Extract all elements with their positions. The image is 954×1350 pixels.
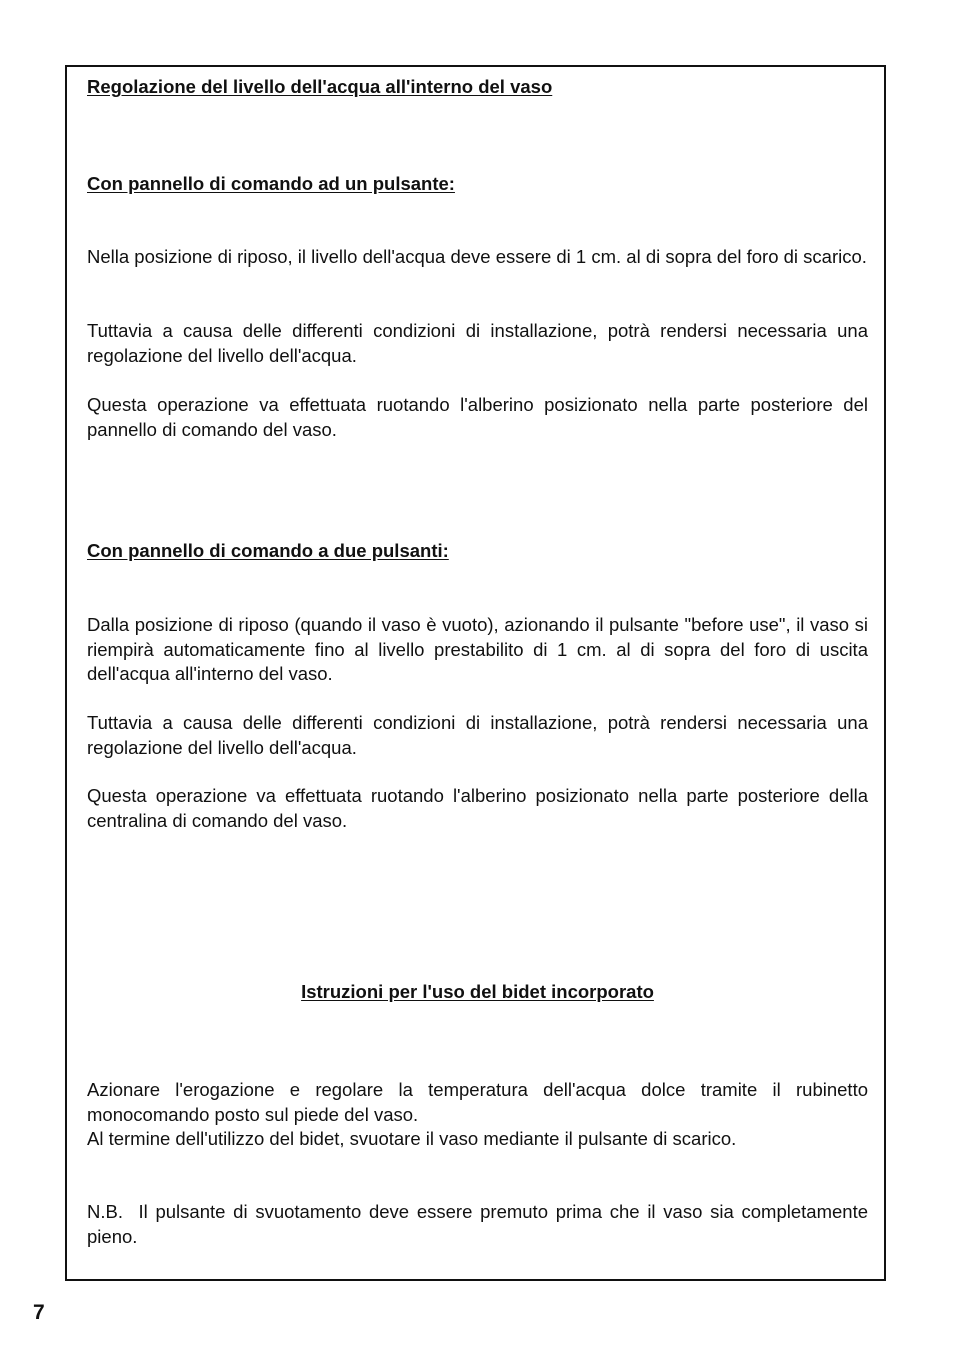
- paragraph-note: N.B. Il pulsante di svuotamento deve essere premuto prima che il vaso sia completamente pieno.: [87, 1201, 874, 1247]
- paragraph-before-use: Dalla posizione di riposo (quando il vaso è vuoto), azionando il pulsante "before use", il vaso si riempirà automaticamente fino al livello prestabilito di 1 cm. al di sopra del foro di uscita dell'acqua all'interno del vaso.: [87, 614, 868, 684]
- content-frame: [65, 65, 886, 1281]
- section-title-two-buttons: Con pannello di comando a due pulsanti:: [87, 540, 449, 561]
- section-title-bidet-instructions: Istruzioni per l'uso del bidet incorporato: [301, 981, 654, 1002]
- paragraph-bidet-usage: [87, 1078, 868, 1152]
- section-title-one-button: Con pannello di comando ad un pulsante:: [87, 173, 455, 194]
- paragraph-installation-conditions-2: Tuttavia a causa delle differenti condizioni di installazione, potrà rendersi necessaria una regolazione del livello dell'acqua.: [87, 712, 868, 758]
- paragraph-adjust-shaft-1: Questa operazione va effettuata ruotando l'alberino posizionato nella parte posteriore del pannello di comando del vaso.: [87, 394, 868, 440]
- paragraph-adjust-shaft-2: Questa operazione va effettuata ruotando l'alberino posizionato nella parte posteriore della centralina di comando del vaso.: [87, 785, 868, 831]
- bidet-usage-line-1: Azionare l'erogazione e regolare la temperatura dell'acqua dolce tramite il rubinetto monocomando posto sul piede del vaso.: [87, 1079, 868, 1125]
- section-title-water-level: Regolazione del livello dell'acqua all'interno del vaso: [87, 76, 553, 97]
- page-number: 7: [33, 1301, 45, 1324]
- paragraph-installation-conditions-1: Tuttavia a causa delle differenti condizioni di installazione, potrà rendersi necessaria una regolazione del livello dell'acqua.: [87, 320, 868, 366]
- paragraph-rest-level: Nella posizione di riposo, il livello dell'acqua deve essere di 1 cm. al di sopra del foro di scarico.: [87, 246, 867, 267]
- bidet-usage-line-2: Al termine dell'utilizzo del bidet, svuotare il vaso mediante il pulsante di scarico.: [87, 1128, 737, 1149]
